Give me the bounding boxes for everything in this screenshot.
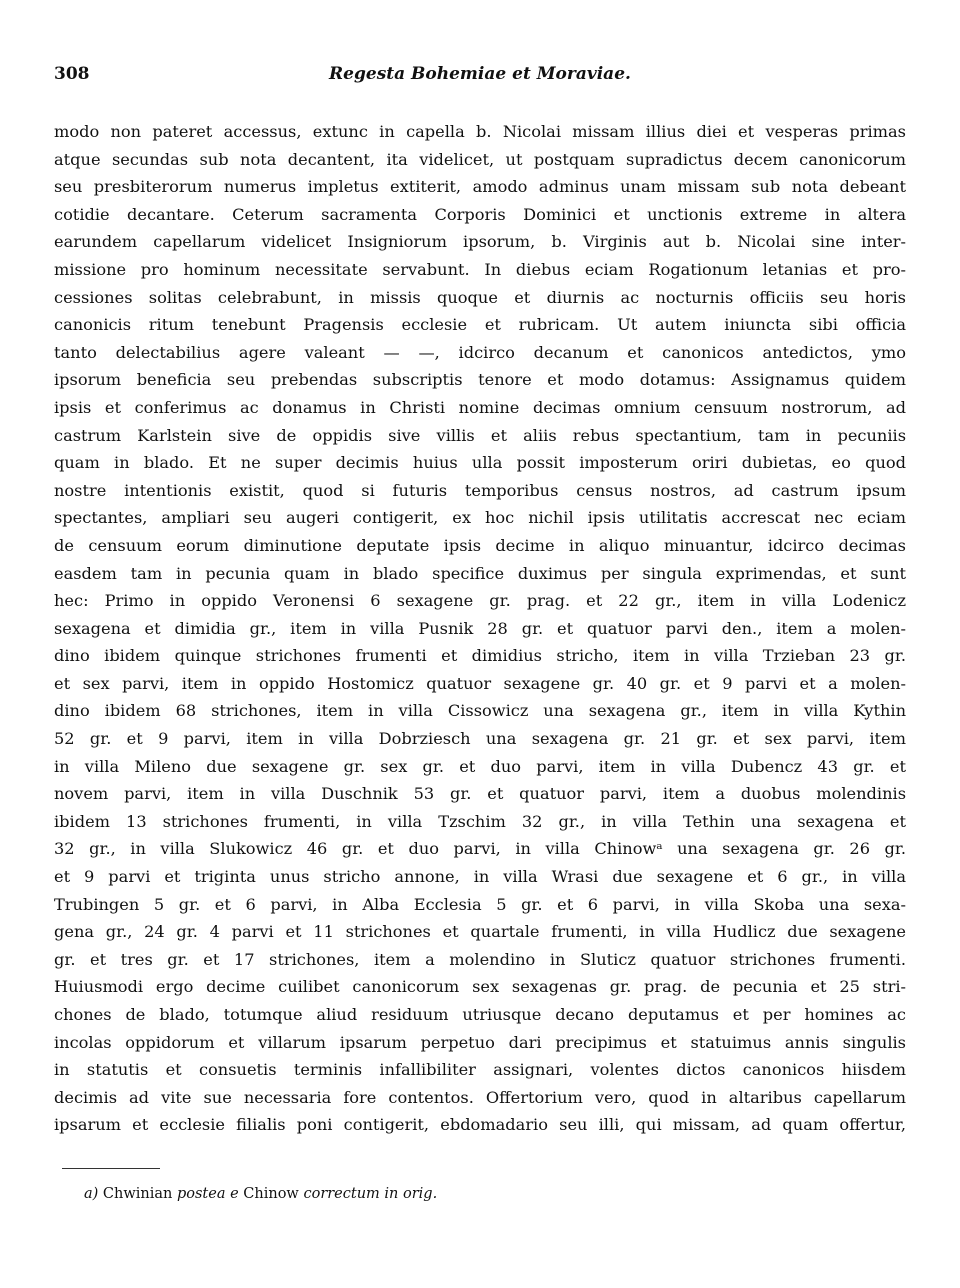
text-line: 52 gr. et 9 parvi, item in villa Dobrziesch una sexagena gr. 21 gr. et sex parvi, item <box>54 729 906 749</box>
document-page <box>54 64 906 1202</box>
footnote-text-2: postea e <box>176 1186 239 1202</box>
text-line: dino ibidem 68 strichones, item in villa Cissowicz una sexagena gr., item in villa Kythin <box>54 701 906 721</box>
text-line: sexagena et dimidia gr., item in villa Pusnik 28 gr. et quatuor parvi den., item a molen- <box>54 618 906 638</box>
text-line: easdem tam in pecunia quam in blado specifice duximus per singula exprimendas, et sunt <box>54 563 906 583</box>
text-line: et 9 parvi et triginta unus stricho annone, in villa Wrasi due sexagene et 6 gr., in villa <box>54 867 906 887</box>
text-line: ibidem 13 strichones frumenti, in villa Tzschim 32 gr., in villa Tethin una sexagena et <box>54 811 906 831</box>
text-line: Huiusmodi ergo decime cuilibet canonicorum sex sexagenas gr. prag. de pecunia et 25 stri- <box>54 977 906 997</box>
running-title: Regesta Bohemiae et Moraviae. <box>329 64 631 84</box>
text-line: ipsis et conferimus ac donamus in Christi nomine decimas omnium censuum nostrorum, ad <box>54 397 906 417</box>
text-line: earundem capellarum videlicet Insigniorum ipsorum, b. Virginis aut b. Nicolai sine inter- <box>54 232 906 252</box>
text-line: in statutis et consuetis terminis infallibiliter assignari, volentes dictos canonicos hiisdem <box>54 1060 906 1080</box>
text-line: de censuum eorum diminutione deputate ipsis decime in aliquo minuantur, idcirco decimas <box>54 535 906 555</box>
page-number: 308 <box>54 64 90 84</box>
text-line: in villa Mileno due sexagene gr. sex gr. et duo parvi, item in villa Dubencz 43 gr. et <box>54 756 906 776</box>
text-line: quam in blado. Et ne super decimis huius ulla possit imposterum oriri dubietas, eo quod <box>54 453 906 473</box>
footnote-text-3: Chinow <box>243 1186 299 1202</box>
text-line: gena gr., 24 gr. 4 parvi et 11 strichones et quartale frumenti, in villa Hudlicz due sexagene <box>54 922 906 942</box>
text-line: cessiones solitas celebrabunt, in missis quoque et diurnis ac nocturnis officiis seu horis <box>54 287 906 307</box>
footnote-divider <box>62 1168 160 1169</box>
text-line: ipsorum beneficia seu prebendas subscriptis tenore et modo dotamus: Assignamus quidem <box>54 370 906 390</box>
text-line: ipsarum et ecclesie filialis poni contigerit, ebdomadario seu illi, qui missam, ad quam offertur, <box>54 1115 906 1135</box>
text-line: seu presbiterorum numerus impletus extiterit, amodo adminus unam missam sub nota debeant <box>54 177 906 197</box>
text-line: gr. et tres gr. et 17 strichones, item a molendino in Sluticz quatuor strichones frumenti. <box>54 949 906 969</box>
text-line: canonicis ritum tenebunt Pragensis ecclesie et rubricam. Ut autem iniuncta sibi officia <box>54 315 906 335</box>
text-line: modo non pateret accessus, extunc in capella b. Nicolai missam illius diei et vesperas primas <box>54 122 906 141</box>
text-line: spectantes, ampliari seu augeri contigerit, ex hoc nichil ipsis utilitatis accrescat nec eciam <box>54 508 906 528</box>
text-line: nostre intentionis existit, quod si futuris temporibus census nostros, ad castrum ipsum <box>54 480 906 500</box>
text-line: castrum Karlstein sive de oppidis sive villis et aliis rebus spectantium, tam in pecuniis <box>54 425 906 445</box>
text-line: novem parvi, item in villa Duschnik 53 gr. et quatuor parvi, item a duobus molendinis <box>54 784 906 804</box>
text-line: chones de blado, totumque aliud residuum utriusque decano deputamus et per homines ac <box>54 1005 906 1024</box>
text-line: dino ibidem quinque strichones frumenti et dimidius stricho, item in villa Trzieban 23 gr. <box>54 646 906 666</box>
text-line: cotidie decantare. Ceterum sacramenta Corporis Dominici et unctionis extreme in altera <box>54 204 906 224</box>
footnote-text-1: Chwinian <box>102 1186 173 1202</box>
body-text <box>54 118 906 1139</box>
text-line: tanto delectabilius agere valeant — —, idcirco decanum et canonicos antedictos, ymo <box>54 342 906 362</box>
text-line: decimis ad vite sue necessaria fore contentos. Offertorium vero, quod in altaribus capellarum <box>54 1087 906 1107</box>
text-line: 32 gr., in villa Slukowicz 46 gr. et duo parvi, in villa Chinowᵃ una sexagena gr. 26 gr. <box>54 839 906 859</box>
footnote-mark: a) <box>84 1186 99 1202</box>
text-line: Trubingen 5 gr. et 6 parvi, in Alba Ecclesia 5 gr. et 6 parvi, in villa Skoba una sexa- <box>54 894 906 914</box>
footnote <box>84 1186 437 1202</box>
page-header <box>54 64 906 94</box>
text-line: incolas oppidorum et villarum ipsarum perpetuo dari precipimus et statuimus annis singulis <box>54 1032 906 1052</box>
text-line: hec: Primo in oppido Veronensi 6 sexagene gr. prag. et 22 gr., item in villa Lodenicz <box>54 591 906 611</box>
text-line: et sex parvi, item in oppido Hostomicz quatuor sexagene gr. 40 gr. et 9 parvi et a molen- <box>54 673 906 693</box>
footnote-text-4: correctum in orig. <box>303 1186 438 1202</box>
text-line: missione pro hominum necessitate servabunt. In diebus eciam Rogationum letanias et pro- <box>54 259 906 279</box>
text-line: atque secundas sub nota decantent, ita videlicet, ut postquam supradictus decem canonicorum <box>54 149 906 169</box>
